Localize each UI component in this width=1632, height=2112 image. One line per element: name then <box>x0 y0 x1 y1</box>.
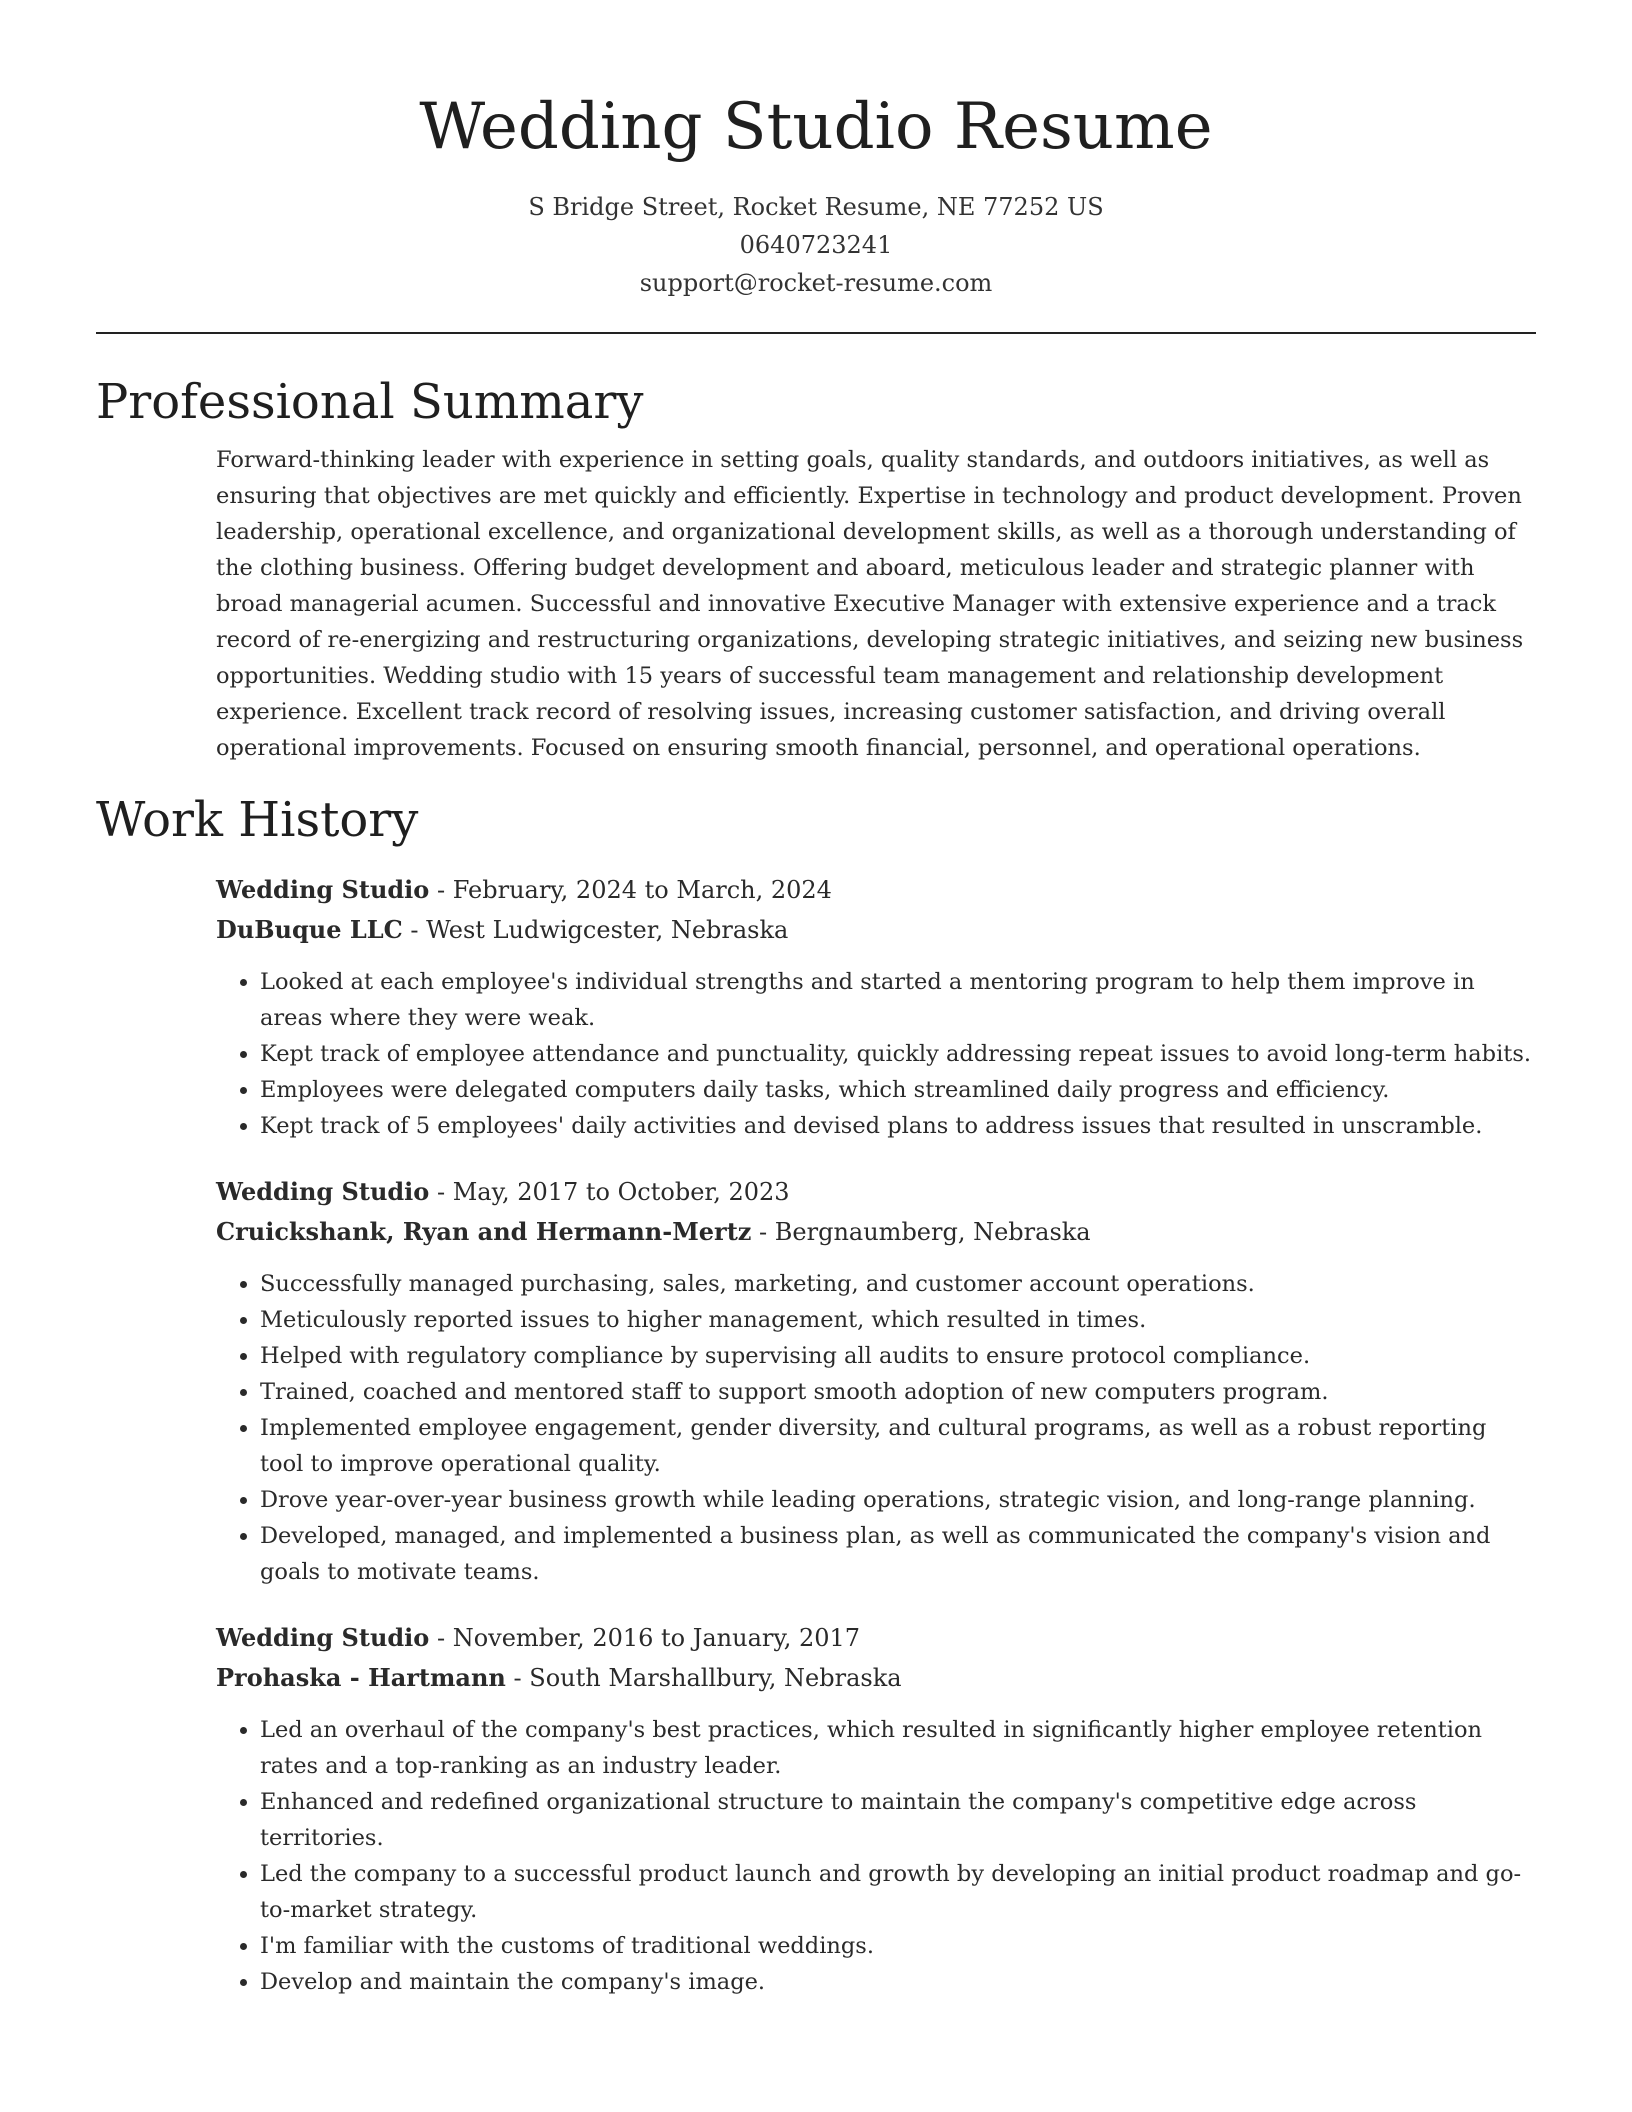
list-item: • Implemented employee engagement, gender diversity, and cultural programs, as well as a robust reporting tool to improve operational quality. <box>260 1410 1536 1482</box>
job-company-line <box>216 1658 1536 1698</box>
job-location: South Marshallbury, Nebraska <box>529 1664 902 1692</box>
separator: - <box>429 1178 453 1206</box>
work-history-heading: Work History <box>96 792 419 848</box>
list-item: • Enhanced and redefined organizational structure to maintain the company's competitive edge across territories. <box>260 1784 1536 1856</box>
list-item: • Helped with regulatory compliance by supervising all audits to ensure protocol compliance. <box>260 1338 1536 1374</box>
job-dates: November, 2016 to January, 2017 <box>452 1624 861 1652</box>
email-text: support@rocket-resume.com <box>639 269 993 297</box>
summary-section <box>96 370 1536 766</box>
list-item: • Meticulously reported issues to higher management, which resulted in times. <box>260 1302 1536 1338</box>
job-company: DuBuque LLC <box>216 915 403 944</box>
separator: - <box>751 1218 775 1246</box>
list-item: • Drove year-over-year business growth while leading operations, strategic vision, and long-range planning. <box>260 1482 1536 1518</box>
job-role: Wedding Studio <box>216 1177 430 1206</box>
list-item: • I'm familiar with the customs of traditional weddings. <box>260 1928 1536 1964</box>
separator: - <box>429 876 453 904</box>
summary-heading: Professional Summary <box>96 374 644 430</box>
resume-title: Wedding Studio Resume <box>419 90 1213 164</box>
job-company: Cruickshank, Ryan and Hermann-Mertz <box>216 1217 752 1246</box>
job-entry <box>216 1172 1536 1590</box>
contact-info <box>96 188 1536 302</box>
list-item: • Kept track of employee attendance and punctuality, quickly addressing repeat issues to avoid long-term habits. <box>260 1036 1536 1072</box>
list-item: • Trained, coached and mentored staff to support smooth adoption of new computers program. <box>260 1374 1536 1410</box>
header-divider <box>96 332 1536 334</box>
job-company-line <box>216 910 1536 950</box>
address-text: S Bridge Street, Rocket Resume, NE 77252 US <box>528 193 1104 221</box>
list-item: • Successfully managed purchasing, sales, marketing, and customer account operations. <box>260 1266 1536 1302</box>
list-item: • Kept track of 5 employees' daily activities and devised plans to address issues that resulted in unscramble. <box>260 1108 1536 1144</box>
resume-header <box>96 0 1536 302</box>
list-item: • Looked at each employee's individual strengths and started a mentoring program to help them improve in areas where they were weak. <box>260 964 1536 1036</box>
summary-text: Forward-thinking leader with experience in setting goals, quality standards, and outdoors initiatives, as well as ensuring that objectives are met quickly and efficiently. Expertise in technology and product development. Proven leadership, operational excellence, and organizational development skills, as well as a thorough understanding of the clothing business. Offering budget development and aboard, meticulous leader and strategic planner with broad managerial acumen. Successful and innovative Executive Manager with extensive experience and a track record of re-energizing and restructuring organizations, developing strategic initiatives, and seizing new business opportunities. Wedding studio with 15 years of successful team management and relationship development experience. Excellent track record of resolving issues, increasing customer satisfaction, and driving overall operational improvements. Focused on ensuring smooth financial, personnel, and operational operations. <box>216 447 1524 761</box>
job-role: Wedding Studio <box>216 875 430 904</box>
job-bullets <box>216 1712 1536 2000</box>
job-role: Wedding Studio <box>216 1623 430 1652</box>
job-dates: May, 2017 to October, 2023 <box>452 1178 790 1206</box>
job-location: Bergnaumberg, Nebraska <box>774 1218 1091 1246</box>
list-item: • Develop and maintain the company's image. <box>260 1964 1536 2000</box>
job-bullets <box>216 964 1536 1144</box>
list-item: • Developed, managed, and implemented a business plan, as well as communicated the company's vision and goals to motivate teams. <box>260 1518 1536 1590</box>
job-location: West Ludwigcester, Nebraska <box>426 916 789 944</box>
separator: - <box>429 1624 453 1652</box>
list-item: • Led the company to a successful product launch and growth by developing an initial product roadmap and go-to-market strategy. <box>260 1856 1536 1928</box>
separator: - <box>505 1664 530 1692</box>
list-item: • Employees were delegated computers daily tasks, which streamlined daily progress and efficiency. <box>260 1072 1536 1108</box>
job-dates: February, 2024 to March, 2024 <box>452 876 832 904</box>
job-bullets <box>216 1266 1536 1590</box>
list-item: • Led an overhaul of the company's best practices, which resulted in significantly higher employee retention rates and a top-ranking as an industry leader. <box>260 1712 1536 1784</box>
separator: - <box>402 916 427 944</box>
job-entry <box>216 1618 1536 2000</box>
job-company-line <box>216 1212 1536 1252</box>
job-role-line <box>216 870 1536 910</box>
job-role-line <box>216 1172 1536 1212</box>
job-role-line <box>216 1618 1536 1658</box>
job-entry <box>216 870 1536 1144</box>
phone-text: 0640723241 <box>739 231 893 259</box>
job-company: Prohaska - Hartmann <box>216 1663 506 1692</box>
work-history-section <box>96 788 1536 2000</box>
